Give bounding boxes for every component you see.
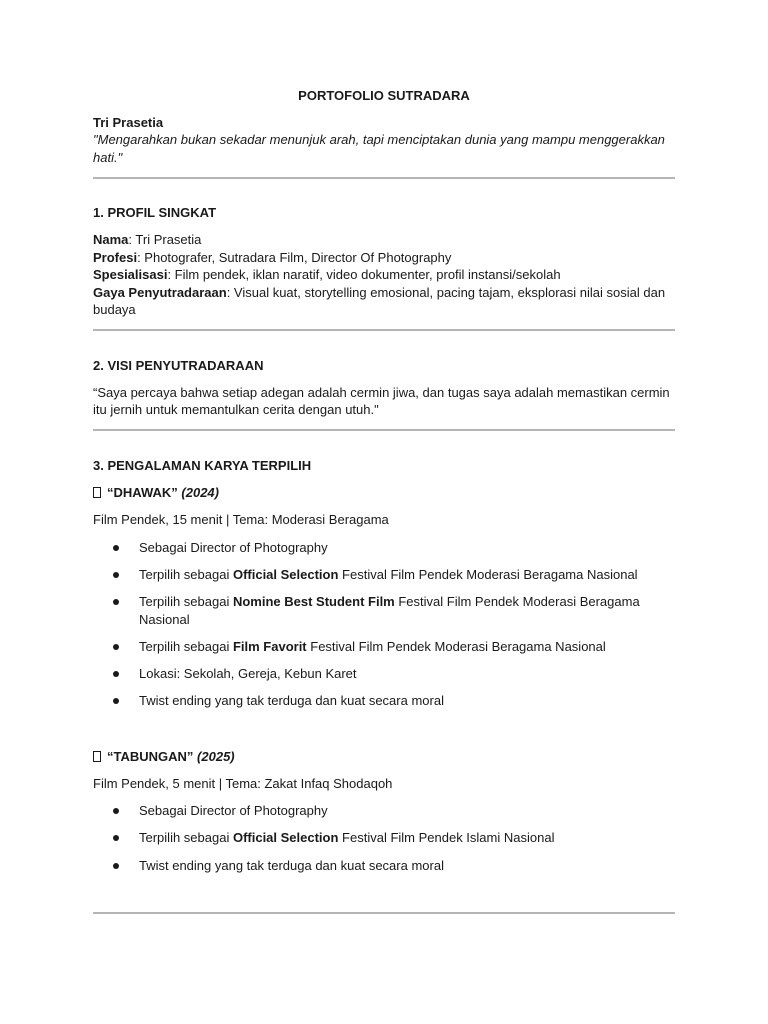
- profile-gaya: [93, 285, 665, 300]
- film1-b3-bold: Nomine Best Student Film: [232, 594, 395, 609]
- divider: [93, 429, 675, 431]
- profile-spesialisasi-label: Spesialisasi: [93, 267, 168, 282]
- bullet-icon: [113, 698, 119, 704]
- profile-nama-label: Nama: [93, 232, 129, 247]
- profile-spesialisasi-value: : Film pendek, iklan naratif, video dokumenter, profil instansi/sekolah: [167, 267, 561, 282]
- film1-b4-pre: Terpilih sebagai: [139, 639, 233, 654]
- film1-b3-post: Festival Film Pendek Moderasi Beragama: [394, 594, 640, 609]
- profile-nama-value: : Tri Prasetia: [128, 232, 202, 247]
- film1-year: (2024): [181, 485, 219, 500]
- film1-bullet-2: [139, 567, 638, 582]
- divider: [93, 912, 675, 914]
- film1-title-row: [93, 485, 219, 500]
- checkbox-glyph-icon: [93, 487, 101, 498]
- checkbox-glyph-icon: [93, 751, 101, 762]
- section-heading-works: 3. PENGALAMAN KARYA TERPILIH: [93, 458, 312, 473]
- film2-title-row: [93, 749, 235, 764]
- film2-bullet-2: [139, 830, 554, 845]
- film2-b2-post: Festival Film Pendek Islami Nasional: [338, 830, 555, 845]
- film2-bullet-3: Twist ending yang tak terduga dan kuat secara moral: [139, 858, 444, 873]
- motto-line-1: "Mengarahkan bukan sekadar menunjuk arah, tapi menciptakan dunia yang mampu menggerakkan: [93, 132, 665, 147]
- divider: [93, 329, 675, 331]
- divider: [93, 177, 675, 179]
- section-heading-vision: 2. VISI PENYUTRADARAAN: [93, 358, 264, 373]
- film2-b2-bold: Official Selection: [232, 830, 339, 845]
- profile-gaya-label: Gaya Penyutradaraan: [93, 285, 227, 300]
- film1-title: “DHAWAK”: [107, 485, 178, 500]
- film1-bullet-4: [139, 639, 606, 654]
- bullet-icon: [113, 808, 119, 814]
- motto-line-2: hati.": [93, 150, 123, 165]
- profile-profesi-label: Profesi: [93, 250, 138, 265]
- profile-gaya-value: : Visual kuat, storytelling emosional, pacing tajam, eksplorasi nilai sosial dan: [226, 285, 666, 300]
- vision-text-line-1: “Saya percaya bahwa setiap adegan adalah cermin jiwa, dan tugas saya adalah memastikan cermin: [93, 385, 670, 400]
- bullet-icon: [113, 572, 119, 578]
- film1-b2-bold: Official Selection: [232, 567, 339, 582]
- profile-spesialisasi: [93, 267, 561, 282]
- film2-bullet-1: Sebagai Director of Photography: [139, 803, 328, 818]
- film1-b4-bold: Film Favorit: [232, 639, 307, 654]
- film1-bullet-3: [139, 594, 640, 609]
- profile-nama: [93, 232, 201, 247]
- film2-year: (2025): [197, 749, 235, 764]
- vision-text-line-2: itu jernih untuk memantulkan cerita dengan utuh.": [93, 402, 379, 417]
- film1-b2-pre: Terpilih sebagai: [139, 567, 233, 582]
- film1-bullet-1: Sebagai Director of Photography: [139, 540, 328, 555]
- film1-bullet-5: Lokasi: Sekolah, Gereja, Kebun Karet: [139, 666, 357, 681]
- bullet-icon: [113, 671, 119, 677]
- film2-title: “TABUNGAN”: [107, 749, 194, 764]
- bullet-icon: [113, 863, 119, 869]
- bullet-icon: [113, 545, 119, 551]
- profile-profesi-value: : Photografer, Sutradara Film, Director Of Photography: [137, 250, 452, 265]
- film1-b2-post: Festival Film Pendek Moderasi Beragama Nasional: [338, 567, 638, 582]
- film2-b2-pre: Terpilih sebagai: [139, 830, 233, 845]
- section-heading-profile: 1. PROFIL SINGKAT: [93, 205, 217, 220]
- author-name: Tri Prasetia: [93, 115, 164, 130]
- film2-meta: Film Pendek, 5 menit | Tema: Zakat Infaq Shodaqoh: [93, 776, 393, 791]
- bullet-icon: [113, 599, 119, 605]
- page-title: PORTOFOLIO SUTRADARA: [298, 88, 470, 103]
- bullet-icon: [113, 835, 119, 841]
- film1-bullet-6: Twist ending yang tak terduga dan kuat secara moral: [139, 693, 444, 708]
- bullet-icon: [113, 644, 119, 650]
- film1-meta: Film Pendek, 15 menit | Tema: Moderasi Beragama: [93, 512, 389, 527]
- film1-b3-pre: Terpilih sebagai: [139, 594, 233, 609]
- film1-bullet-3-line-2: Nasional: [139, 612, 190, 627]
- profile-profesi: [93, 250, 451, 265]
- film1-b4-post: Festival Film Pendek Moderasi Beragama Nasional: [306, 639, 606, 654]
- profile-gaya-line-2: budaya: [93, 302, 136, 317]
